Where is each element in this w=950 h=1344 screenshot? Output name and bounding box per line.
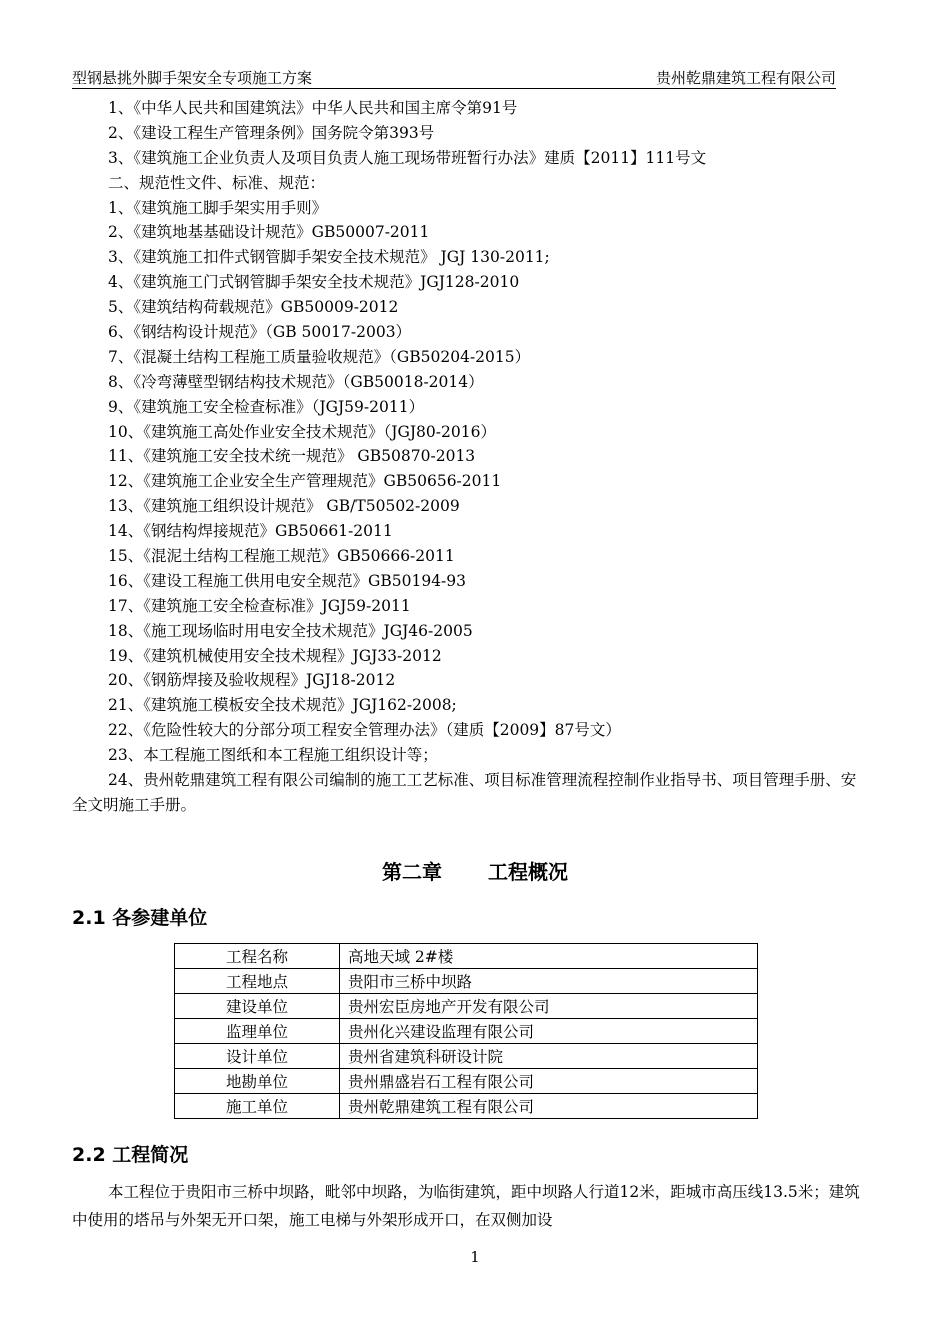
list-item: 12、《建筑施工企业安全生产管理规范》GB50656-2011 (108, 472, 502, 491)
table-key: 工程名称 (175, 944, 340, 969)
list-item: 23、本工程施工图纸和本工程施工组织设计等； (108, 746, 438, 765)
list-item: 3、《建筑施工扣件式钢管脚手架安全技术规范》 JGJ 130-2011; (108, 248, 550, 267)
list-item: 8、《冷弯薄壁型钢结构技术规范》（GB50018-2014） (108, 372, 484, 391)
list-item: 10、《建筑施工高处作业安全技术规范》（JGJ80-2016） (108, 422, 496, 441)
list-item: 11、《建筑施工安全技术统一规范》 GB50870-2013 (108, 447, 476, 466)
page-number: 1 (470, 1248, 480, 1266)
list-item: 3、《建筑施工企业负责人及项目负责人施工现场带班暂行办法》建质【2011】111号文 (108, 148, 707, 167)
list-item: 1、《中华人民共和国建筑法》中华人民共和国主席令第91号 (108, 99, 518, 117)
section-heading-overview: 2.2 工程简况 (72, 1144, 189, 1166)
list-item: 2、《建筑地基基础设计规范》GB50007-2011 (108, 223, 430, 242)
chapter-number: 第二章 (382, 860, 442, 884)
list-item: 2、《建设工程生产管理条例》国务院令第393号 (108, 123, 435, 142)
list-item: 6、《钢结构设计规范》（GB 50017-2003） (108, 323, 412, 342)
table-row (175, 944, 758, 969)
table-value: 高地天域 2#楼 (340, 944, 758, 969)
list-item: 14、《钢结构焊接规范》GB50661-2011 (108, 522, 393, 541)
reference-list (72, 96, 862, 818)
table-row (175, 1019, 758, 1044)
chapter-heading (0, 856, 950, 885)
table-value: 贵州鼎盛岩石工程有限公司 (340, 1069, 758, 1094)
table-value: 贵州省建筑科研设计院 (340, 1044, 758, 1069)
table-key: 监理单位 (175, 1019, 340, 1044)
subheading: 二、规范性文件、标准、规范： (108, 173, 326, 192)
table-row (175, 994, 758, 1019)
list-item: 13、《建筑施工组织设计规范》 GB/T50502-2009 (108, 497, 460, 516)
table-row (175, 969, 758, 994)
list-item: 21、《建筑施工模板安全技术规范》JGJ162-2008; (108, 696, 457, 715)
section-heading-units: 2.1 各参建单位 (72, 907, 208, 929)
list-item: 24、贵州乾鼎建筑工程有限公司编制的施工工艺标准、项目标准管理流程控制作业指导书、项目管理手册、安全文明施工手册。 (72, 771, 857, 814)
table-key: 工程地点 (175, 969, 340, 994)
table-row (175, 1094, 758, 1119)
list-item: 16、《建设工程施工供用电安全规范》GB50194-93 (108, 571, 467, 590)
table-row (175, 1069, 758, 1094)
list-item: 4、《建筑施工门式钢管脚手架安全技术规范》JGJ128-2010 (108, 273, 520, 292)
participants-table (174, 943, 758, 1119)
chapter-title: 工程概况 (488, 860, 568, 884)
table-key: 设计单位 (175, 1044, 340, 1069)
table-key: 施工单位 (175, 1094, 340, 1119)
list-item: 9、《建筑施工安全检查标准》（JGJ59-2011） (108, 397, 425, 416)
table-row (175, 1044, 758, 1069)
list-item: 19、《建筑机械使用安全技术规程》JGJ33-2012 (108, 646, 442, 665)
table-value: 贵州乾鼎建筑工程有限公司 (340, 1094, 758, 1119)
header-company: 贵州乾鼎建筑工程有限公司 (655, 69, 836, 87)
table-key: 建设单位 (175, 994, 340, 1019)
list-item: 15、《混泥土结构工程施工规范》GB50666-2011 (108, 547, 455, 566)
list-item: 5、《建筑结构荷载规范》GB50009-2012 (108, 298, 399, 317)
list-item: 7、《混凝土结构工程施工质量验收规范》（GB50204-2015） (108, 347, 531, 366)
table-value: 贵州宏臣房地产开发有限公司 (340, 994, 758, 1019)
table-value: 贵阳市三桥中坝路 (340, 969, 758, 994)
list-item: 22、《危险性较大的分部分项工程安全管理办法》（建质【2009】87号文） (108, 721, 621, 740)
page-header (72, 68, 836, 89)
overview-paragraph: 本工程位于贵阳市三桥中坝路，毗邻中坝路，为临街建筑，距中坝路人行道12米，距城市高压线13.5米；建筑中使用的塔吊与外架无开口架，施工电梯与外架形成开口，在双侧加设 (72, 1183, 860, 1229)
header-doc-title: 型钢悬挑外脚手架安全专项施工方案 (72, 69, 313, 87)
list-item: 1、《建筑施工脚手架实用手则》 (108, 198, 328, 217)
table-key: 地勘单位 (175, 1069, 340, 1094)
table-value: 贵州化兴建设监理有限公司 (340, 1019, 758, 1044)
list-item: 18、《施工现场临时用电安全技术规范》JGJ46-2005 (108, 621, 473, 640)
list-item: 20、《钢筋焊接及验收规程》JGJ18-2012 (108, 671, 396, 690)
list-item: 17、《建筑施工安全检查标准》JGJ59-2011 (108, 596, 411, 615)
